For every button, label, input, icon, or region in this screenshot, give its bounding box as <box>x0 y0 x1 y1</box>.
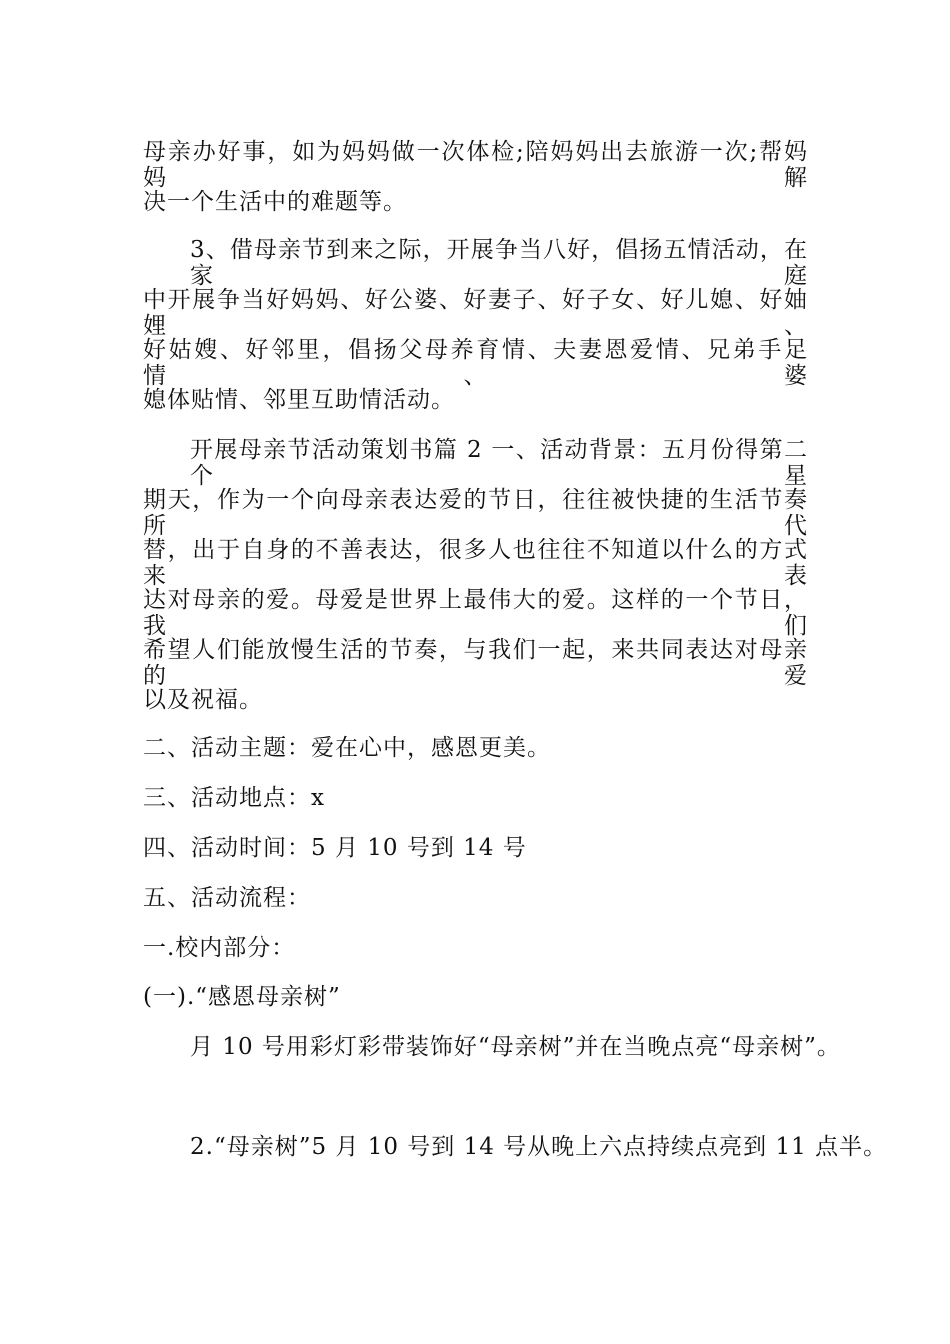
paragraph-line: 希望人们能放慢生活的节奏，与我们一起，来共同表达对母亲的爱 <box>143 637 808 689</box>
paragraph-line: 期天，作为一个向母亲表达爱的节日，往往被快捷的生活节奏所代 <box>143 487 808 539</box>
paragraph-line: 以及祝福。 <box>143 687 263 713</box>
paragraph-line: (一).“感恩母亲树” <box>143 984 341 1010</box>
paragraph-line: 决一个生活中的难题等。 <box>143 189 407 215</box>
paragraph-line: 开展母亲节活动策划书篇 2 一、活动背景：五月份得第二个星 <box>190 437 808 489</box>
paragraph-line: 一.校内部分： <box>143 935 296 961</box>
paragraph-line: 母亲办好事，如为妈妈做一次体检;陪妈妈出去旅游一次;帮妈妈解 <box>143 139 808 191</box>
paragraph-line: 二、活动主题：爱在心中，感恩更美。 <box>143 735 551 761</box>
paragraph-line: 中开展争当好妈妈、好公婆、好妻子、好子女、好儿媳、好妯娌、 <box>143 287 808 339</box>
paragraph-line: 媳体贴情、邻里互助情活动。 <box>143 387 455 413</box>
paragraph-line: 替，出于自身的不善表达，很多人也往往不知道以什么的方式来表 <box>143 537 808 589</box>
paragraph-line: 三、活动地点：x <box>143 785 325 811</box>
paragraph-line: 四、活动时间：5 月 10 号到 14 号 <box>143 835 527 861</box>
paragraph-line: 达对母亲的爱。母爱是世界上最伟大的爱。这样的一个节日，我们 <box>143 587 808 639</box>
paragraph-line: 好姑嫂、好邻里，倡扬父母养育情、夫妻恩爱情、兄弟手足情、婆 <box>143 337 808 389</box>
paragraph-line: 五、活动流程： <box>143 885 311 911</box>
paragraph-line: 月 10 号用彩灯彩带装饰好“母亲树”并在当晚点亮“母亲树”。 <box>190 1034 841 1060</box>
paragraph-line: 3、借母亲节到来之际，开展争当八好，倡扬五情活动，在家庭 <box>190 237 808 289</box>
paragraph-line: 2.“母亲树”5 月 10 号到 14 号从晚上六点持续点亮到 11 点半。 <box>190 1134 888 1160</box>
